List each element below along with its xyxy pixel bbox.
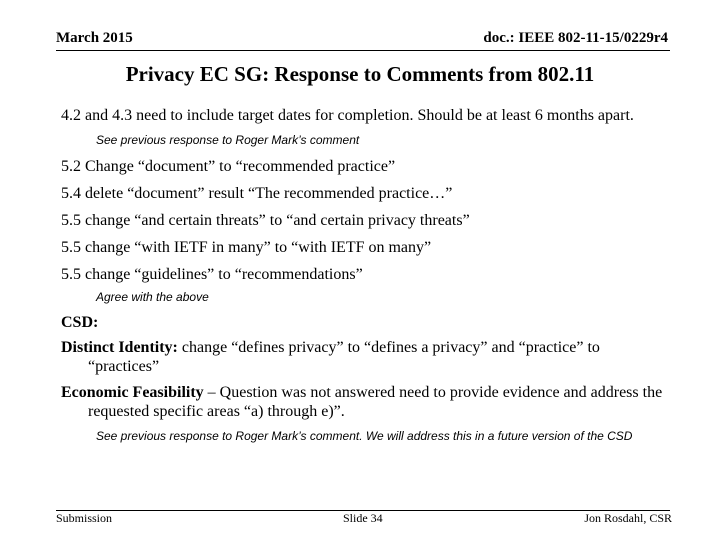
- comment-number: 5.5: [61, 239, 81, 256]
- comment-text: change “with IETF in many” to “with IETF on many”: [81, 239, 432, 256]
- footer-submission: Submission: [56, 511, 113, 525]
- comment-text: change “guidelines” to “recommendations”: [81, 266, 363, 283]
- economic-feasibility-label: Economic Feasibility: [61, 384, 204, 401]
- footer-slide-number: Slide 34: [343, 511, 383, 525]
- slide-title: Privacy EC SG: Response to Comments from 802.11: [125, 62, 595, 86]
- footer-author: Jon Rosdahl, CSR: [584, 511, 672, 525]
- comment-5-5-c: [61, 265, 671, 284]
- comment-5-2: [61, 157, 671, 176]
- comment-5-5-a: [61, 211, 671, 230]
- comment-text: need to include target dates for completion. Should be at least 6 months apart.: [132, 107, 634, 124]
- economic-feasibility-text: – Question was not answered need to provide evidence and address the requested specific areas “a) through e)”.: [88, 384, 663, 420]
- header-rule: [56, 50, 670, 51]
- csd-response-note: See previous response to Roger Mark’s comment. We will address this in a future version of the CSD: [96, 429, 633, 443]
- csd-distinct-identity: [61, 338, 671, 376]
- distinct-identity-label: Distinct Identity:: [61, 339, 178, 356]
- comment-text: change “and certain threats” to “and certain privacy threats”: [81, 212, 470, 229]
- comment-number: 5.5: [61, 266, 81, 283]
- header-doc-id: doc.: IEEE 802-11-15/0229r4: [483, 30, 668, 46]
- comment-number: 4.2 and 4.3: [61, 107, 133, 124]
- comment-number: 5.2: [61, 158, 81, 175]
- comment-number: 5.4: [61, 185, 81, 202]
- header-date: March 2015: [56, 30, 133, 46]
- comment-text: Change “document” to “recommended practice”: [81, 158, 396, 175]
- comment-text: delete “document” result “The recommended practice…”: [81, 185, 453, 202]
- response-note: Agree with the above: [96, 290, 209, 304]
- csd-heading: CSD:: [61, 314, 99, 331]
- slide-body: [61, 106, 671, 446]
- distinct-identity-text: change “defines privacy” to “defines a privacy” and “practice” to “practices”: [88, 339, 600, 375]
- comment-number: 5.5: [61, 212, 81, 229]
- csd-economic-feasibility: [61, 383, 671, 421]
- response-note: See previous response to Roger Mark’s comment: [96, 133, 360, 147]
- comment-4-2: [61, 106, 671, 125]
- comment-5-4: [61, 184, 671, 203]
- comment-5-5-b: [61, 238, 671, 257]
